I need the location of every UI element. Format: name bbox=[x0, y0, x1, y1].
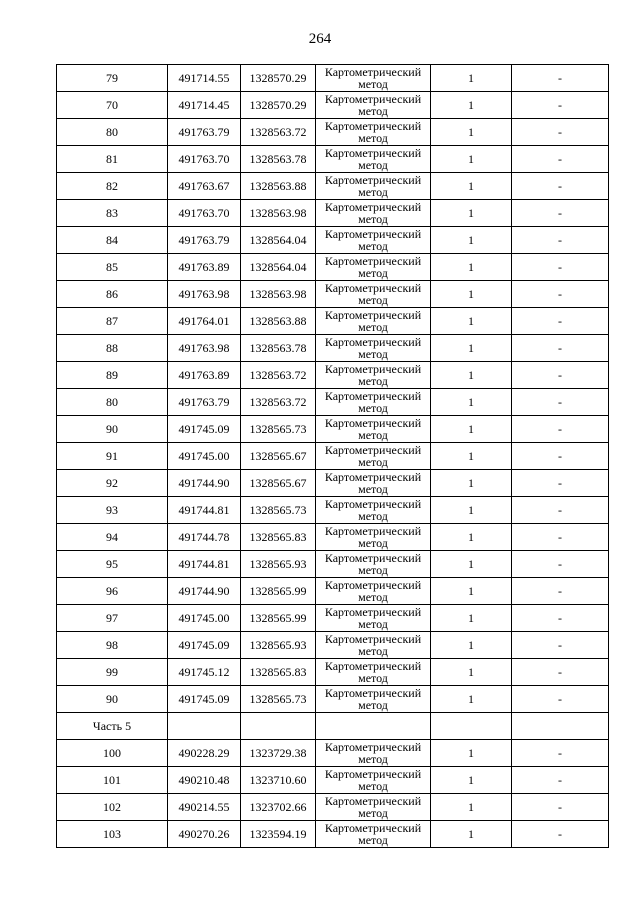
x-coordinate-cell: 491714.55 bbox=[168, 65, 241, 92]
point-number-cell: 98 bbox=[57, 632, 168, 659]
table-row bbox=[57, 821, 609, 848]
method-cell bbox=[316, 92, 431, 119]
method-text-line2: метод bbox=[358, 590, 388, 604]
method-text-line1: Картометрический bbox=[324, 65, 422, 79]
method-cell bbox=[316, 794, 431, 821]
description-cell: - bbox=[512, 389, 609, 416]
y-coordinate-cell: 1323710.60 bbox=[241, 767, 316, 794]
table-row bbox=[57, 578, 609, 605]
method-text-line1: Картометрический bbox=[324, 524, 422, 538]
method-text-line1: Картометрический bbox=[324, 173, 422, 187]
x-coordinate-cell: 491763.79 bbox=[168, 227, 241, 254]
method-text-line2: метод bbox=[358, 806, 388, 820]
x-coordinate-cell: 491763.70 bbox=[168, 146, 241, 173]
x-coordinate-cell: 491745.09 bbox=[168, 416, 241, 443]
method-cell bbox=[316, 335, 431, 362]
method-text-line2: метод bbox=[358, 266, 388, 280]
accuracy-cell: 1 bbox=[431, 254, 512, 281]
method-text-line2: метод bbox=[358, 455, 388, 469]
x-coordinate-cell: 491745.09 bbox=[168, 686, 241, 713]
table-row bbox=[57, 416, 609, 443]
method-text-line1: Картометрический bbox=[324, 497, 422, 511]
accuracy-cell: 1 bbox=[431, 740, 512, 767]
method-text-line1: Картометрический bbox=[324, 443, 422, 457]
accuracy-cell: 1 bbox=[431, 524, 512, 551]
point-number-cell: 90 bbox=[57, 686, 168, 713]
y-coordinate-cell: 1328564.04 bbox=[241, 227, 316, 254]
method-cell bbox=[316, 146, 431, 173]
point-number-cell: 95 bbox=[57, 551, 168, 578]
method-text-line2: метод bbox=[358, 212, 388, 226]
x-coordinate-cell: 491744.90 bbox=[168, 470, 241, 497]
method-text-line1: Картометрический bbox=[324, 470, 422, 484]
method-cell bbox=[316, 416, 431, 443]
description-cell: - bbox=[512, 65, 609, 92]
point-number-cell: 80 bbox=[57, 389, 168, 416]
method-text-line1: Картометрический bbox=[324, 335, 422, 349]
table-row bbox=[57, 740, 609, 767]
y-coordinate-cell: 1328565.93 bbox=[241, 551, 316, 578]
x-coordinate-cell: 491745.09 bbox=[168, 632, 241, 659]
accuracy-cell: 1 bbox=[431, 92, 512, 119]
x-coordinate-cell: 491763.79 bbox=[168, 389, 241, 416]
description-cell: - bbox=[512, 578, 609, 605]
accuracy-cell: 1 bbox=[431, 551, 512, 578]
y-coordinate-cell: 1328563.78 bbox=[241, 146, 316, 173]
description-cell: - bbox=[512, 794, 609, 821]
part-header-row bbox=[57, 713, 609, 740]
description-cell: - bbox=[512, 659, 609, 686]
y-coordinate-cell: 1328563.88 bbox=[241, 173, 316, 200]
table-row bbox=[57, 362, 609, 389]
accuracy-cell: 1 bbox=[431, 632, 512, 659]
accuracy-cell: 1 bbox=[431, 146, 512, 173]
point-number-cell: 100 bbox=[57, 740, 168, 767]
description-cell: - bbox=[512, 524, 609, 551]
x-coordinate-cell: 491714.45 bbox=[168, 92, 241, 119]
method-cell bbox=[316, 632, 431, 659]
description-cell: - bbox=[512, 308, 609, 335]
point-number-cell: 93 bbox=[57, 497, 168, 524]
method-text-line2: метод bbox=[358, 536, 388, 550]
accuracy-cell: 1 bbox=[431, 659, 512, 686]
method-text-line1: Картометрический bbox=[324, 632, 422, 646]
point-number-cell: 96 bbox=[57, 578, 168, 605]
accuracy-cell: 1 bbox=[431, 362, 512, 389]
accuracy-cell: 1 bbox=[431, 416, 512, 443]
y-coordinate-cell: 1328565.93 bbox=[241, 632, 316, 659]
accuracy-cell: 1 bbox=[431, 686, 512, 713]
method-text-line2: метод bbox=[358, 293, 388, 307]
method-text-line1: Картометрический bbox=[324, 281, 422, 295]
method-text-line2: метод bbox=[358, 239, 388, 253]
y-coordinate-cell: 1328565.83 bbox=[241, 524, 316, 551]
empty-cell bbox=[316, 713, 431, 740]
x-coordinate-cell: 491763.70 bbox=[168, 200, 241, 227]
method-text-line1: Картометрический bbox=[324, 767, 422, 781]
y-coordinate-cell: 1328563.72 bbox=[241, 389, 316, 416]
point-number-cell: 86 bbox=[57, 281, 168, 308]
method-cell bbox=[316, 227, 431, 254]
y-coordinate-cell: 1328563.72 bbox=[241, 362, 316, 389]
x-coordinate-cell: 491763.89 bbox=[168, 254, 241, 281]
method-text-line1: Картометрический bbox=[324, 659, 422, 673]
description-cell: - bbox=[512, 227, 609, 254]
table-row bbox=[57, 308, 609, 335]
method-cell bbox=[316, 686, 431, 713]
coordinates-table bbox=[56, 64, 609, 848]
method-cell bbox=[316, 308, 431, 335]
description-cell: - bbox=[512, 416, 609, 443]
method-text-line2: метод bbox=[358, 509, 388, 523]
y-coordinate-cell: 1328563.88 bbox=[241, 308, 316, 335]
method-text-line2: метод bbox=[358, 428, 388, 442]
table-row bbox=[57, 227, 609, 254]
method-cell bbox=[316, 254, 431, 281]
method-text-line1: Картометрический bbox=[324, 740, 422, 754]
description-cell: - bbox=[512, 767, 609, 794]
method-cell bbox=[316, 605, 431, 632]
method-text-line1: Картометрический bbox=[324, 227, 422, 241]
method-text-line1: Картометрический bbox=[324, 92, 422, 106]
method-text-line1: Картометрический bbox=[324, 416, 422, 430]
table-row bbox=[57, 497, 609, 524]
y-coordinate-cell: 1328565.67 bbox=[241, 443, 316, 470]
method-cell bbox=[316, 740, 431, 767]
x-coordinate-cell: 491764.01 bbox=[168, 308, 241, 335]
method-text-line2: метод bbox=[358, 320, 388, 334]
accuracy-cell: 1 bbox=[431, 281, 512, 308]
x-coordinate-cell: 490214.55 bbox=[168, 794, 241, 821]
description-cell: - bbox=[512, 173, 609, 200]
empty-cell bbox=[241, 713, 316, 740]
method-text-line2: метод bbox=[358, 482, 388, 496]
point-number-cell: 83 bbox=[57, 200, 168, 227]
accuracy-cell: 1 bbox=[431, 227, 512, 254]
method-cell bbox=[316, 470, 431, 497]
y-coordinate-cell: 1328565.99 bbox=[241, 605, 316, 632]
table-row bbox=[57, 659, 609, 686]
x-coordinate-cell: 491763.98 bbox=[168, 335, 241, 362]
method-text-line2: метод bbox=[358, 752, 388, 766]
method-text-line2: метод bbox=[358, 77, 388, 91]
method-cell bbox=[316, 443, 431, 470]
y-coordinate-cell: 1328564.04 bbox=[241, 254, 316, 281]
point-number-cell: 92 bbox=[57, 470, 168, 497]
method-cell bbox=[316, 497, 431, 524]
description-cell: - bbox=[512, 281, 609, 308]
x-coordinate-cell: 491745.00 bbox=[168, 443, 241, 470]
y-coordinate-cell: 1328563.72 bbox=[241, 119, 316, 146]
method-cell bbox=[316, 767, 431, 794]
method-cell bbox=[316, 524, 431, 551]
method-text-line2: метод bbox=[358, 374, 388, 388]
method-text-line2: метод bbox=[358, 185, 388, 199]
y-coordinate-cell: 1328563.98 bbox=[241, 281, 316, 308]
x-coordinate-cell: 491745.12 bbox=[168, 659, 241, 686]
method-text-line1: Картометрический bbox=[324, 605, 422, 619]
method-cell bbox=[316, 173, 431, 200]
method-text-line1: Картометрический bbox=[324, 308, 422, 322]
x-coordinate-cell: 491744.78 bbox=[168, 524, 241, 551]
empty-cell bbox=[512, 713, 609, 740]
empty-cell bbox=[431, 713, 512, 740]
accuracy-cell: 1 bbox=[431, 335, 512, 362]
table-row bbox=[57, 632, 609, 659]
description-cell: - bbox=[512, 686, 609, 713]
table-row bbox=[57, 254, 609, 281]
x-coordinate-cell: 491763.98 bbox=[168, 281, 241, 308]
method-text-line2: метод bbox=[358, 131, 388, 145]
page-number: 264 bbox=[308, 31, 332, 47]
point-number-cell: 99 bbox=[57, 659, 168, 686]
method-text-line1: Картометрический bbox=[324, 551, 422, 565]
accuracy-cell: 1 bbox=[431, 767, 512, 794]
accuracy-cell: 1 bbox=[431, 119, 512, 146]
table-row bbox=[57, 92, 609, 119]
description-cell: - bbox=[512, 740, 609, 767]
y-coordinate-cell: 1323702.66 bbox=[241, 794, 316, 821]
y-coordinate-cell: 1328565.73 bbox=[241, 686, 316, 713]
description-cell: - bbox=[512, 470, 609, 497]
method-text-line1: Картометрический bbox=[324, 146, 422, 160]
method-text-line2: метод bbox=[358, 104, 388, 118]
method-cell bbox=[316, 659, 431, 686]
method-text-line1: Картометрический bbox=[324, 362, 422, 376]
method-cell bbox=[316, 551, 431, 578]
method-text-line1: Картометрический bbox=[324, 686, 422, 700]
description-cell: - bbox=[512, 92, 609, 119]
description-cell: - bbox=[512, 443, 609, 470]
accuracy-cell: 1 bbox=[431, 173, 512, 200]
y-coordinate-cell: 1328563.78 bbox=[241, 335, 316, 362]
point-number-cell: 70 bbox=[57, 92, 168, 119]
description-cell: - bbox=[512, 119, 609, 146]
y-coordinate-cell: 1323729.38 bbox=[241, 740, 316, 767]
table-row bbox=[57, 389, 609, 416]
description-cell: - bbox=[512, 335, 609, 362]
point-number-cell: 91 bbox=[57, 443, 168, 470]
table-row bbox=[57, 65, 609, 92]
table-row bbox=[57, 767, 609, 794]
point-number-cell: 102 bbox=[57, 794, 168, 821]
table-row bbox=[57, 443, 609, 470]
description-cell: - bbox=[512, 200, 609, 227]
empty-cell bbox=[168, 713, 241, 740]
y-coordinate-cell: 1323594.19 bbox=[241, 821, 316, 848]
x-coordinate-cell: 491763.67 bbox=[168, 173, 241, 200]
table-row bbox=[57, 605, 609, 632]
method-text-line2: метод bbox=[358, 563, 388, 577]
method-cell bbox=[316, 821, 431, 848]
table-row bbox=[57, 794, 609, 821]
description-cell: - bbox=[512, 605, 609, 632]
method-text-line2: метод bbox=[358, 347, 388, 361]
point-number-cell: 80 bbox=[57, 119, 168, 146]
table-row bbox=[57, 200, 609, 227]
x-coordinate-cell: 491745.00 bbox=[168, 605, 241, 632]
y-coordinate-cell: 1328565.83 bbox=[241, 659, 316, 686]
method-cell bbox=[316, 578, 431, 605]
method-cell bbox=[316, 389, 431, 416]
method-text-line1: Картометрический bbox=[324, 389, 422, 403]
method-cell bbox=[316, 362, 431, 389]
point-number-cell: 89 bbox=[57, 362, 168, 389]
table-row bbox=[57, 119, 609, 146]
description-cell: - bbox=[512, 632, 609, 659]
accuracy-cell: 1 bbox=[431, 65, 512, 92]
accuracy-cell: 1 bbox=[431, 200, 512, 227]
method-cell bbox=[316, 65, 431, 92]
method-text-line1: Картометрический bbox=[324, 119, 422, 133]
accuracy-cell: 1 bbox=[431, 794, 512, 821]
y-coordinate-cell: 1328570.29 bbox=[241, 92, 316, 119]
accuracy-cell: 1 bbox=[431, 443, 512, 470]
point-number-cell: 84 bbox=[57, 227, 168, 254]
y-coordinate-cell: 1328565.67 bbox=[241, 470, 316, 497]
point-number-cell: 88 bbox=[57, 335, 168, 362]
point-number-cell: 87 bbox=[57, 308, 168, 335]
method-text-line2: метод bbox=[358, 779, 388, 793]
table-row bbox=[57, 686, 609, 713]
point-number-cell: 103 bbox=[57, 821, 168, 848]
method-text-line2: метод bbox=[358, 671, 388, 685]
point-number-cell: 94 bbox=[57, 524, 168, 551]
table-row bbox=[57, 524, 609, 551]
point-number-cell: 81 bbox=[57, 146, 168, 173]
x-coordinate-cell: 490210.48 bbox=[168, 767, 241, 794]
method-text-line2: метод bbox=[358, 698, 388, 712]
point-number-cell: 90 bbox=[57, 416, 168, 443]
y-coordinate-cell: 1328565.73 bbox=[241, 497, 316, 524]
table-row bbox=[57, 470, 609, 497]
x-coordinate-cell: 491744.81 bbox=[168, 551, 241, 578]
method-text-line1: Картометрический bbox=[324, 821, 422, 835]
accuracy-cell: 1 bbox=[431, 389, 512, 416]
x-coordinate-cell: 491763.89 bbox=[168, 362, 241, 389]
description-cell: - bbox=[512, 821, 609, 848]
accuracy-cell: 1 bbox=[431, 605, 512, 632]
method-text-line1: Картометрический bbox=[324, 578, 422, 592]
method-cell bbox=[316, 119, 431, 146]
x-coordinate-cell: 491744.81 bbox=[168, 497, 241, 524]
x-coordinate-cell: 490270.26 bbox=[168, 821, 241, 848]
part-label: Часть 5 bbox=[57, 713, 168, 740]
method-cell bbox=[316, 281, 431, 308]
accuracy-cell: 1 bbox=[431, 821, 512, 848]
method-text-line2: метод bbox=[358, 833, 388, 847]
y-coordinate-cell: 1328570.29 bbox=[241, 65, 316, 92]
table-row bbox=[57, 551, 609, 578]
table-row bbox=[57, 146, 609, 173]
method-cell bbox=[316, 200, 431, 227]
accuracy-cell: 1 bbox=[431, 497, 512, 524]
point-number-cell: 97 bbox=[57, 605, 168, 632]
method-text-line1: Картометрический bbox=[324, 794, 422, 808]
accuracy-cell: 1 bbox=[431, 470, 512, 497]
y-coordinate-cell: 1328565.73 bbox=[241, 416, 316, 443]
description-cell: - bbox=[512, 362, 609, 389]
description-cell: - bbox=[512, 146, 609, 173]
point-number-cell: 82 bbox=[57, 173, 168, 200]
method-text-line2: метод bbox=[358, 158, 388, 172]
point-number-cell: 101 bbox=[57, 767, 168, 794]
table-row bbox=[57, 281, 609, 308]
table-row bbox=[57, 173, 609, 200]
coordinates-table-body bbox=[57, 65, 609, 848]
point-number-cell: 85 bbox=[57, 254, 168, 281]
method-text-line1: Картометрический bbox=[324, 254, 422, 268]
method-text-line2: метод bbox=[358, 644, 388, 658]
x-coordinate-cell: 490228.29 bbox=[168, 740, 241, 767]
description-cell: - bbox=[512, 551, 609, 578]
x-coordinate-cell: 491744.90 bbox=[168, 578, 241, 605]
y-coordinate-cell: 1328563.98 bbox=[241, 200, 316, 227]
accuracy-cell: 1 bbox=[431, 578, 512, 605]
method-text-line2: метод bbox=[358, 401, 388, 415]
description-cell: - bbox=[512, 497, 609, 524]
point-number-cell: 79 bbox=[57, 65, 168, 92]
accuracy-cell: 1 bbox=[431, 308, 512, 335]
description-cell: - bbox=[512, 254, 609, 281]
method-text-line2: метод bbox=[358, 617, 388, 631]
method-text-line1: Картометрический bbox=[324, 200, 422, 214]
y-coordinate-cell: 1328565.99 bbox=[241, 578, 316, 605]
x-coordinate-cell: 491763.79 bbox=[168, 119, 241, 146]
table-row bbox=[57, 335, 609, 362]
